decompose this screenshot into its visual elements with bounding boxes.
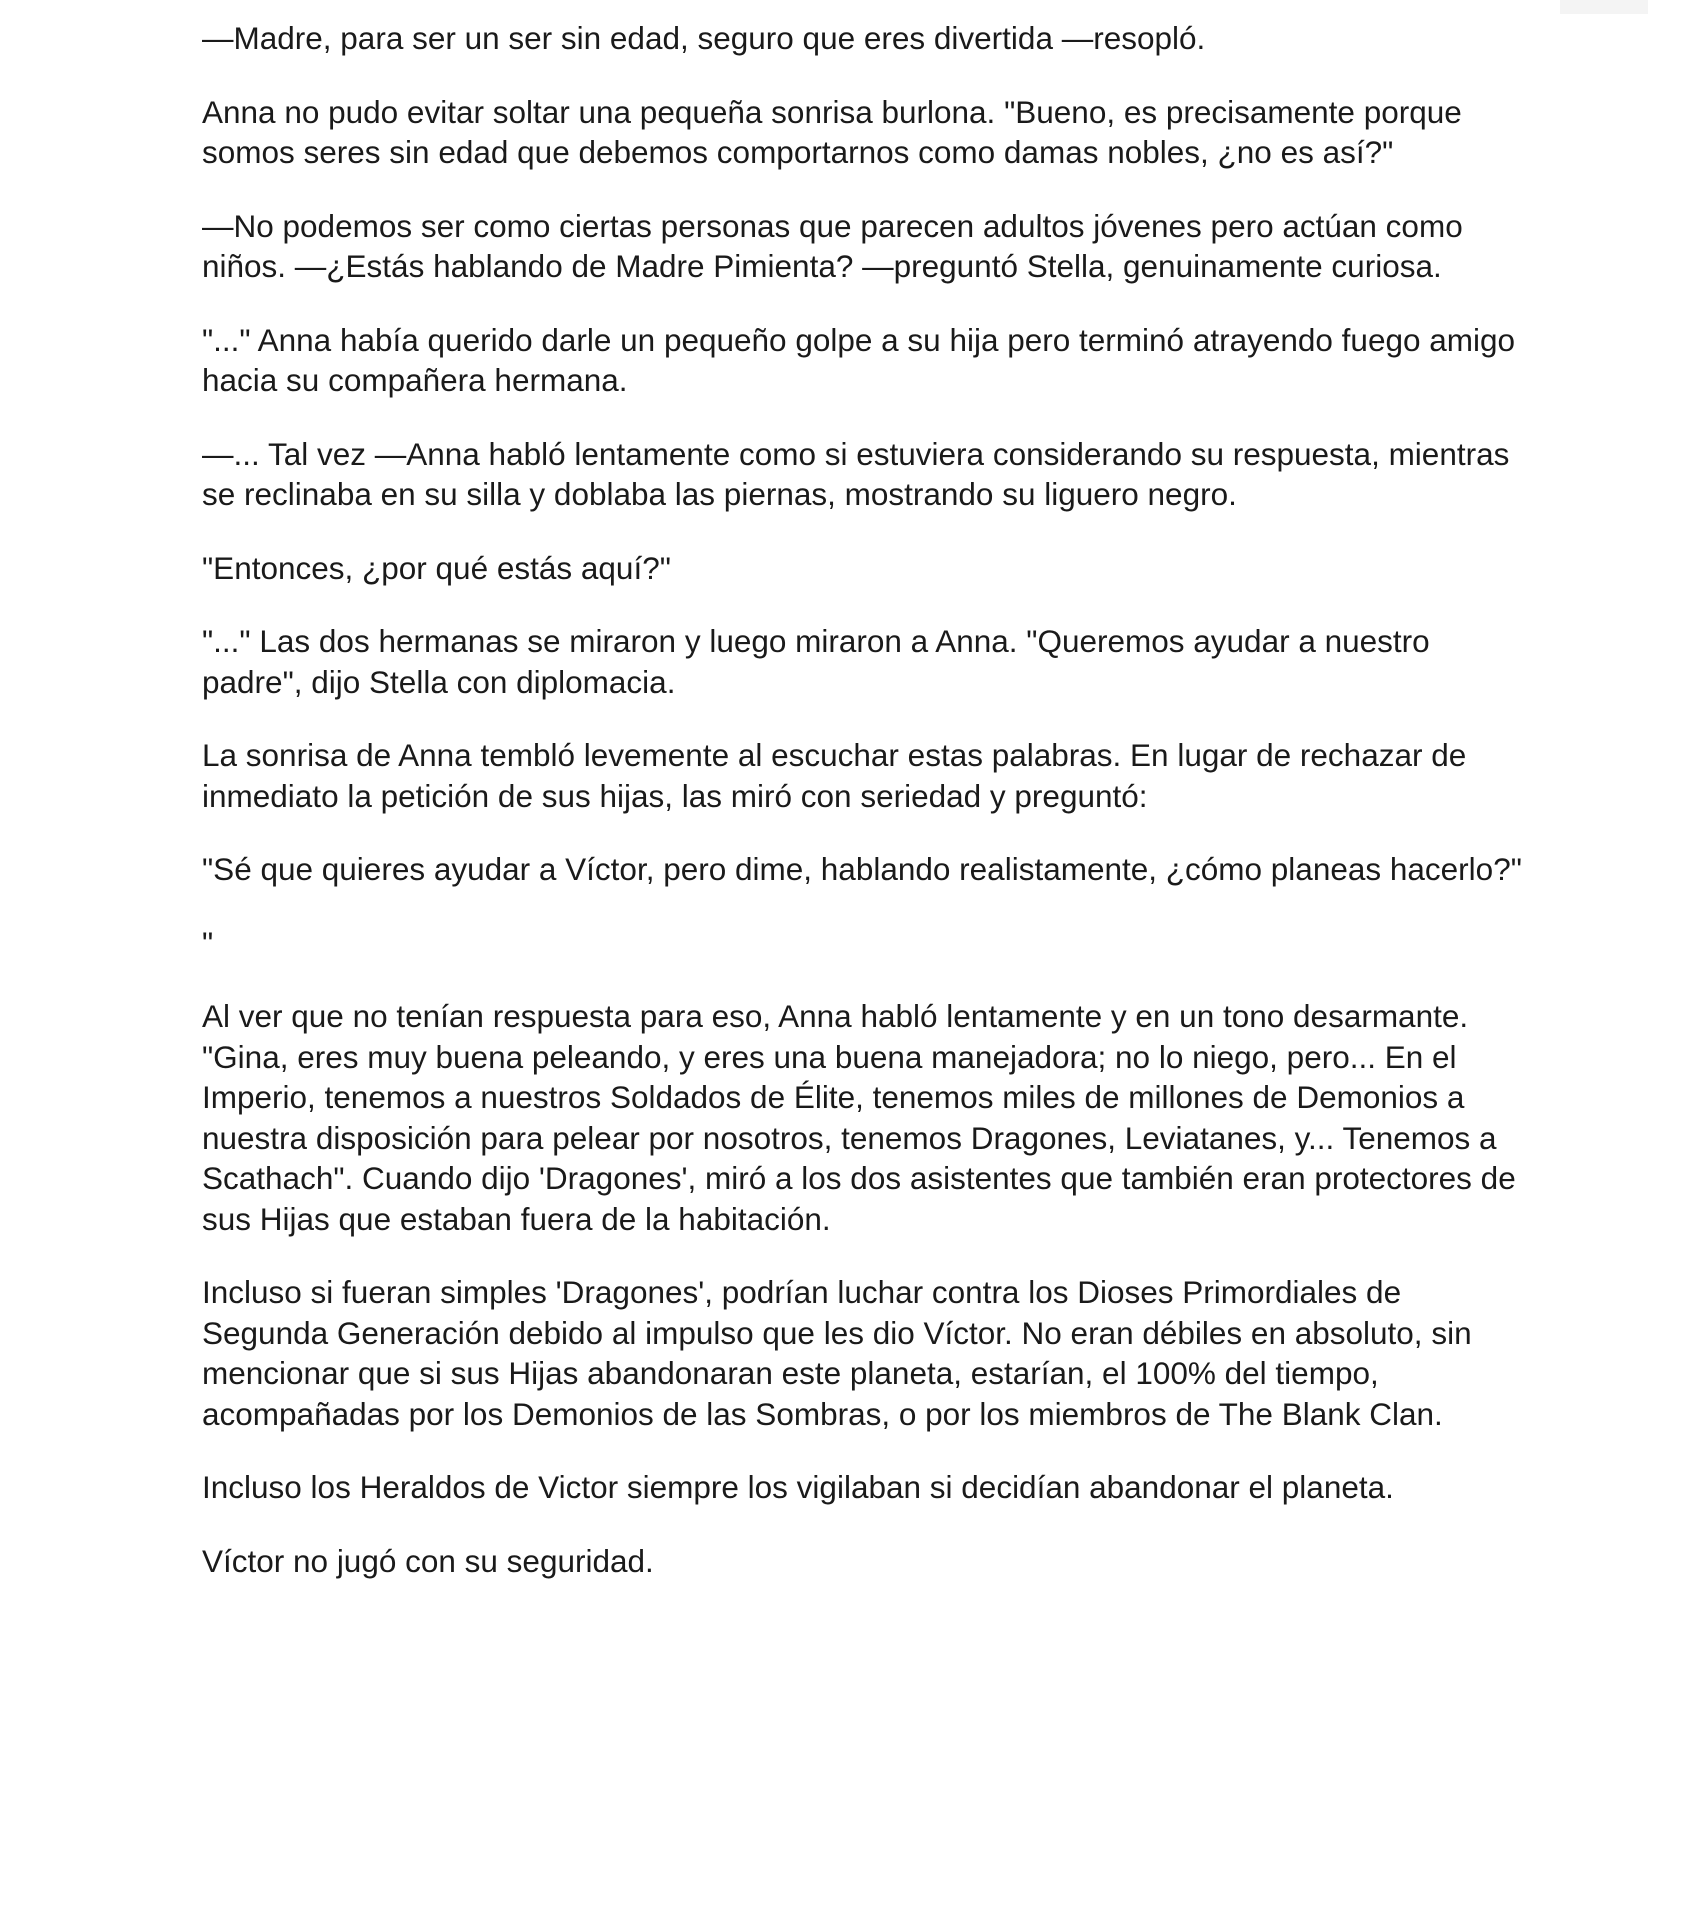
paragraph: " bbox=[202, 924, 214, 961]
paragraph: "Entonces, ¿por qué estás aquí?" bbox=[202, 549, 671, 586]
paragraph: —No podemos ser como ciertas personas que parecen adultos jóvenes pero actúan como niños. —¿Estás hablando de Madre Pimienta? —preguntó Stella, genuinamente curiosa. bbox=[202, 207, 1463, 284]
paragraph: "Sé que quieres ayudar a Víctor, pero dime, hablando realistamente, ¿cómo planeas hacerlo?" bbox=[202, 851, 1522, 887]
paragraph: Anna no pudo evitar soltar una pequeña sonrisa burlona. "Bueno, es precisamente porque somos seres sin edad que debemos comportarnos como damas nobles, ¿no es así?" bbox=[202, 93, 1462, 170]
paragraph: —Madre, para ser un ser sin edad, seguro que eres divertida —resopló. bbox=[202, 20, 1206, 56]
paragraph: "..." Anna había querido darle un pequeño golpe a su hija pero terminó atrayendo fuego amigo hacia su compañera hermana. bbox=[202, 321, 1516, 398]
paragraph: Incluso si fueran simples 'Dragones', podrían luchar contra los Dioses Primordiales de Segunda Generación debido al impulso que les dio Víctor. No eran débiles en absoluto, sin mencionar que si sus Hijas abandonaran este planeta, estarían, el 100% del tiempo, acompañadas por los Demonios de las Sombras, o por los miembros de The Blank Clan. bbox=[202, 1274, 1472, 1432]
paragraph: Al ver que no tenían respuesta para eso, Anna habló lentamente y en un tono desarmante. "Gina, eres muy buena peleando, y eres una buena manejadora; no lo niego, pero... En el Imperio, tenemos a nuestros Soldados de Élite, tenemos miles de millones de Demonios a nuestra disposición para pelear por nosotros, tenemos Dragones, Leviatanes, y... Tenemos a Scathach". Cuando dijo 'Dragones', miró a los dos asistentes que también eran protectores de sus Hijas que estaban fuera de la habitación. bbox=[202, 998, 1516, 1237]
paragraph: Incluso los Heraldos de Victor siempre los vigilaban si decidían abandonar el planeta. bbox=[202, 1469, 1394, 1505]
document-body bbox=[202, 18, 1532, 1614]
paragraph: "..." Las dos hermanas se miraron y luego miraron a Anna. "Queremos ayudar a nuestro padre", dijo Stella con diplomacia. bbox=[202, 623, 1430, 700]
paragraph: Víctor no jugó con su seguridad. bbox=[202, 1542, 654, 1579]
paragraph: —... Tal vez —Anna habló lentamente como si estuviera considerando su respuesta, mientras se reclinaba en su silla y doblaba las piernas, mostrando su liguero negro. bbox=[202, 435, 1510, 512]
paragraph: La sonrisa de Anna tembló levemente al escuchar estas palabras. En lugar de rechazar de inmediato la petición de sus hijas, las miró con seriedad y preguntó: bbox=[202, 737, 1467, 814]
page-corner-mark bbox=[1560, 0, 1648, 14]
